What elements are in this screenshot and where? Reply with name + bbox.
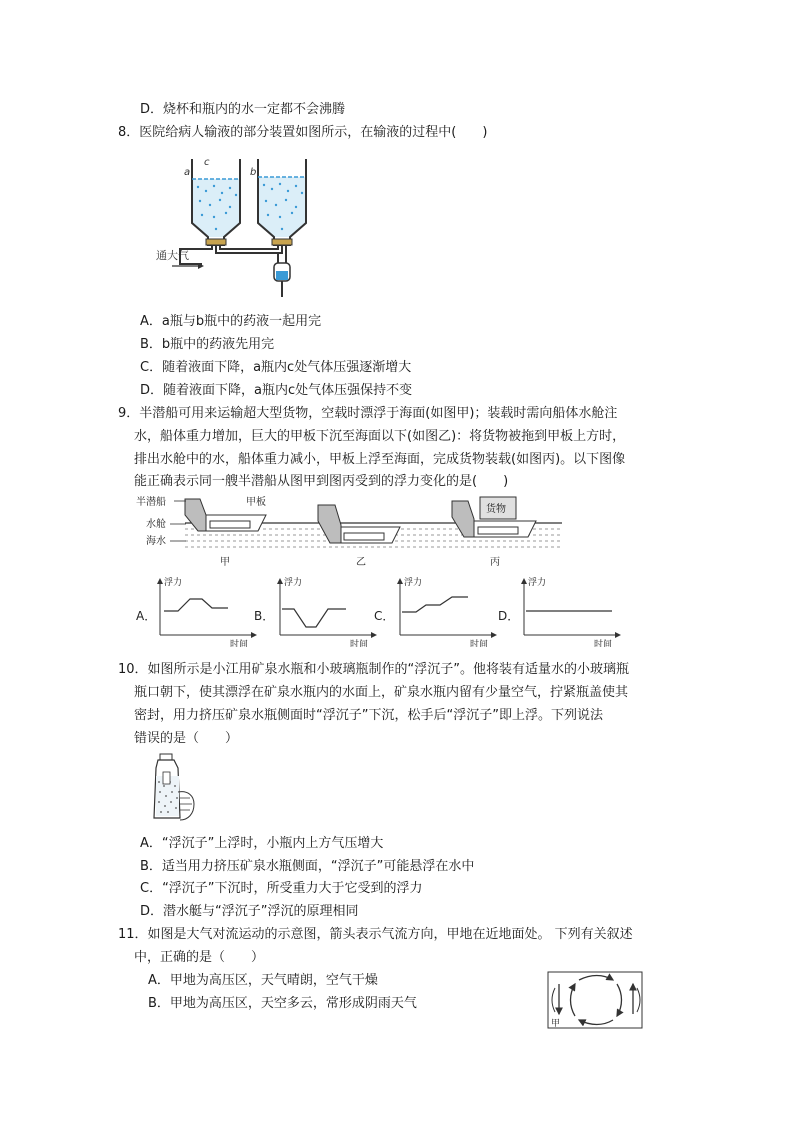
q10-option-d: D．潜水艇与“浮沉子”浮沉的原理相同 bbox=[140, 904, 359, 919]
cargo-label: 货物 bbox=[486, 504, 506, 515]
graph-c-ylabel: 浮力 bbox=[404, 578, 423, 588]
air-label: 通大气 bbox=[156, 249, 189, 262]
q11-option-a: A．甲地为高压区，天气晴朗，空气干燥 bbox=[148, 973, 378, 988]
caption-bing: 丙 bbox=[490, 557, 500, 568]
graph-a-ylabel: 浮力 bbox=[164, 578, 183, 588]
q9-ship-figure bbox=[130, 493, 570, 571]
q9-stem-line-2: 水，船体重力增加，巨大的甲板下沉至海面以下(如图乙)：将货物被拖到甲板上方时， bbox=[134, 429, 626, 444]
label-jia: 甲 bbox=[551, 1019, 561, 1029]
q8-option-b: B．b瓶中的药液先用完 bbox=[140, 337, 275, 352]
q8-option-c: C．随着液面下降，a瓶内c处气体压强逐渐增大 bbox=[140, 360, 412, 375]
q11-option-b: B．甲地为高压区，天空多云，常形成阴雨天气 bbox=[148, 996, 417, 1011]
graph-d-letter: D． bbox=[498, 609, 520, 623]
q8-option-a: A．a瓶与b瓶中的药液一起用完 bbox=[140, 314, 322, 329]
graph-d-xlabel: 时间 bbox=[594, 640, 613, 647]
caption-jia: 甲 bbox=[220, 557, 230, 568]
q8-option-d: D．随着液面下降，a瓶内c处气体压强保持不变 bbox=[140, 383, 413, 398]
q10-stem-line-4: 错误的是（ ） bbox=[134, 731, 239, 746]
q7-option-d: D．烧杯和瓶内的水一定都不会沸腾 bbox=[140, 102, 346, 117]
graph-d[interactable] bbox=[498, 576, 620, 647]
graph-b-ylabel: 浮力 bbox=[284, 578, 303, 588]
q9-graph-options bbox=[136, 575, 626, 647]
q9-stem-line-4: 能正确表示同一艘半潜船从图甲到图丙受到的浮力变化的是( ) bbox=[134, 474, 509, 489]
bottle-a bbox=[192, 159, 240, 245]
label-deck: 甲板 bbox=[246, 497, 266, 508]
caption-yi: 乙 bbox=[356, 557, 366, 568]
q10-option-c: C．“浮沉子”下沉时，所受重力大于它受到的浮力 bbox=[140, 881, 423, 896]
graph-c[interactable] bbox=[374, 576, 496, 647]
q10-option-a: A．“浮沉子”上浮时，小瓶内上方气压增大 bbox=[140, 836, 384, 851]
q10-stem-line-1: 10．如图所示是小江用矿泉水瓶和小玻璃瓶制作的“浮沉子”。他将装有适量水的小玻璃瓶 bbox=[118, 662, 630, 677]
q10-bottle-figure bbox=[146, 752, 202, 824]
graph-d-ylabel: 浮力 bbox=[528, 578, 547, 588]
graph-c-letter: C． bbox=[374, 609, 395, 623]
q9-stem-line-1: 9．半潜船可用来运输超大型货物，空载时漂浮于海面(如图甲)；装载时需向船体水舱注 bbox=[118, 406, 618, 421]
q8-stem: 8．医院给病人输液的部分装置如图所示，在输液的过程中( ) bbox=[118, 125, 488, 140]
graph-a-xlabel: 时间 bbox=[230, 640, 249, 647]
label-ship: 半潜船 bbox=[136, 497, 166, 508]
graph-a-letter: A． bbox=[136, 609, 157, 623]
graph-c-xlabel: 时间 bbox=[470, 640, 489, 647]
graph-b-xlabel: 时间 bbox=[350, 640, 369, 647]
label-cabin: 水舱 bbox=[146, 519, 166, 530]
q10-option-b: B．适当用力挤压矿泉水瓶侧面，“浮沉子”可能悬浮在水中 bbox=[140, 859, 475, 874]
bottle-b bbox=[258, 159, 306, 245]
graph-b[interactable] bbox=[254, 576, 376, 647]
q11-stem-line-1: 11．如图是大气对流运动的示意图，箭头表示气流方向，甲地在近地面处。 下列有关叙述 bbox=[118, 927, 633, 942]
q11-stem-line-2: 中，正确的是（ ） bbox=[134, 950, 265, 965]
graph-a[interactable] bbox=[136, 576, 256, 647]
label-c: c bbox=[204, 157, 210, 168]
label-sea: 海水 bbox=[146, 536, 166, 547]
ship-yi bbox=[318, 505, 400, 543]
q9-stem-line-3: 排出水舱中的水，船体重力减小，甲板上浮至海面，完成货物装载(如图丙)。以下图像 bbox=[134, 452, 626, 467]
label-a: a bbox=[184, 167, 191, 178]
ship-bing bbox=[452, 497, 536, 537]
label-b: b bbox=[250, 167, 257, 178]
q8-iv-figure bbox=[150, 153, 310, 298]
graph-b-letter: B． bbox=[254, 609, 275, 623]
q11-convection-figure bbox=[545, 970, 645, 1030]
q10-stem-line-3: 密封，用力挤压矿泉水瓶侧面时“浮沉子”下沉，松手后“浮沉子”即上浮。下列说法 bbox=[134, 708, 603, 723]
q10-stem-line-2: 瓶口朝下，使其漂浮在矿泉水瓶内的水面上，矿泉水瓶内留有少量空气，拧紧瓶盖使其 bbox=[134, 685, 629, 700]
